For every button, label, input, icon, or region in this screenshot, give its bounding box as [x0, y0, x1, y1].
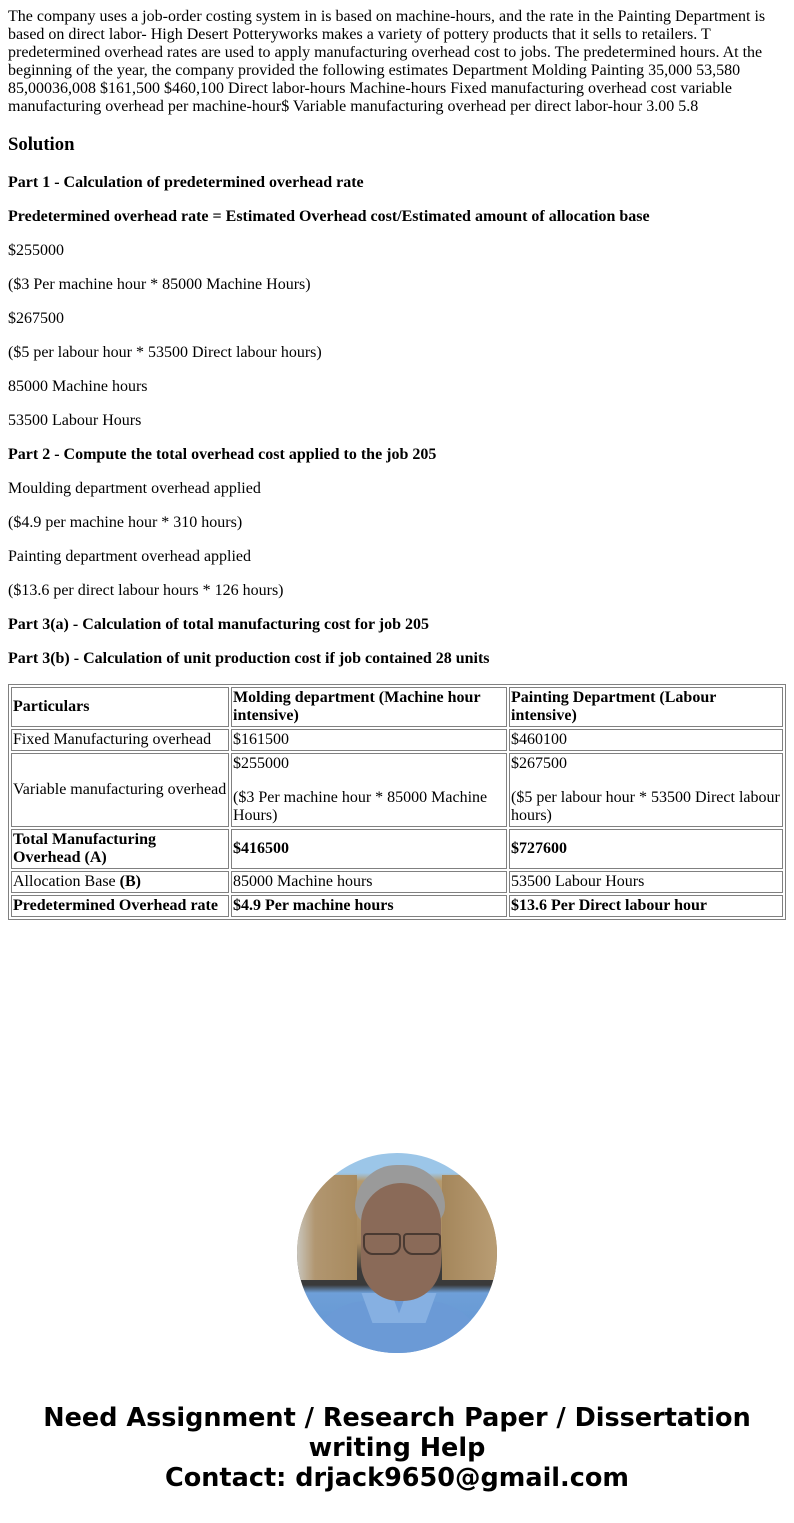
part3b-heading: Part 3(b) - Calculation of unit production cost if job contained 28 units	[8, 650, 490, 667]
glasses-icon	[363, 1233, 401, 1255]
part1-line: ($3 Per machine hour * 85000 Machine Hours)	[8, 276, 311, 293]
row-label-variable: Variable manufacturing overhead	[11, 753, 229, 827]
part1-line: ($5 per labour hour * 53500 Direct labour hours)	[8, 344, 322, 361]
row-label-fixed: Fixed Manufacturing overhead	[11, 729, 229, 751]
header-painting: Painting Department (Labour intensive)	[509, 687, 783, 727]
cell-variable-molding	[231, 753, 507, 827]
solution-heading: Solution	[8, 134, 75, 155]
part2-line: Moulding department overhead applied	[8, 480, 261, 497]
table-row	[11, 729, 783, 751]
promo-banner	[0, 1403, 794, 1493]
promo-line-2: writing Help	[308, 1433, 486, 1463]
cell-fixed-molding: $161500	[231, 729, 507, 751]
table-header-row	[11, 687, 783, 727]
part1-heading: Part 1 - Calculation of predetermined overhead rate	[8, 174, 364, 191]
part1-line: $255000	[8, 242, 64, 259]
cell-fixed-painting: $460100	[509, 729, 783, 751]
cell-rate-molding: $4.9 Per machine hours	[231, 895, 507, 917]
promo-contact: Contact: drjack9650@gmail.com	[165, 1463, 629, 1493]
variable-molding-calc: ($3 Per machine hour * 85000 Machine Hours)	[233, 789, 488, 824]
variable-molding-amount: $255000	[233, 755, 289, 772]
cell-total-molding: $416500	[231, 829, 507, 869]
allocation-label: Allocation Base	[13, 873, 120, 890]
variable-painting-calc: ($5 per labour hour * 53500 Direct labour hours)	[511, 789, 780, 824]
overhead-table	[8, 684, 786, 920]
cell-allocation-molding: 85000 Machine hours	[231, 871, 507, 893]
header-particulars: Particulars	[11, 687, 229, 727]
part1-line: 85000 Machine hours	[8, 378, 148, 395]
part2-line: ($4.9 per machine hour * 310 hours)	[8, 514, 243, 531]
table-row	[11, 895, 783, 917]
part1-line: $267500	[8, 310, 64, 327]
allocation-label-suffix: (B)	[119, 873, 141, 890]
author-avatar	[297, 1153, 497, 1353]
row-label-rate: Predetermined Overhead rate	[11, 895, 229, 917]
cell-variable-painting	[509, 753, 783, 827]
table-row	[11, 753, 783, 827]
question-text: The company uses a job-order costing system in is based on machine-hours, and the rate in the Painting Department is based on direct labor- High Desert Potteryworks makes a variety of pottery products that it sells to retailers. T predetermined overhead rates are used to apply manufacturing overhead cost to jobs. The predetermined hours. At the beginning of the year, the company provided the following estimates Department Molding Painting 35,000 53,580 85,00036,008 $161,500 $460,100 Direct labor-hours Machine-hours Fixed manufacturing overhead cost variable manufacturing overhead per machine-hour$ Variable manufacturing overhead per direct labor-hour 3.00 5.8	[8, 8, 766, 115]
table-row	[11, 829, 783, 869]
part2-heading: Part 2 - Compute the total overhead cost applied to the job 205	[8, 446, 437, 463]
part2-line: ($13.6 per direct labour hours * 126 hours)	[8, 582, 284, 599]
promo-line-1: Need Assignment / Research Paper / Dissertation	[43, 1403, 751, 1433]
part2-line: Painting department overhead applied	[8, 548, 252, 565]
part3a-heading: Part 3(a) - Calculation of total manufacturing cost for job 205	[8, 616, 429, 633]
part1-line: 53500 Labour Hours	[8, 412, 142, 429]
variable-painting-amount: $267500	[511, 755, 567, 772]
row-label-total: Total Manufacturing Overhead (A)	[11, 829, 229, 869]
table-row	[11, 871, 783, 893]
cell-allocation-painting: 53500 Labour Hours	[509, 871, 783, 893]
row-label-allocation	[11, 871, 229, 893]
header-molding: Molding department (Machine hour intensive)	[231, 687, 507, 727]
cell-rate-painting: $13.6 Per Direct labour hour	[509, 895, 783, 917]
cell-total-painting: $727600	[509, 829, 783, 869]
part1-formula: Predetermined overhead rate = Estimated Overhead cost/Estimated amount of allocation base	[8, 208, 650, 225]
